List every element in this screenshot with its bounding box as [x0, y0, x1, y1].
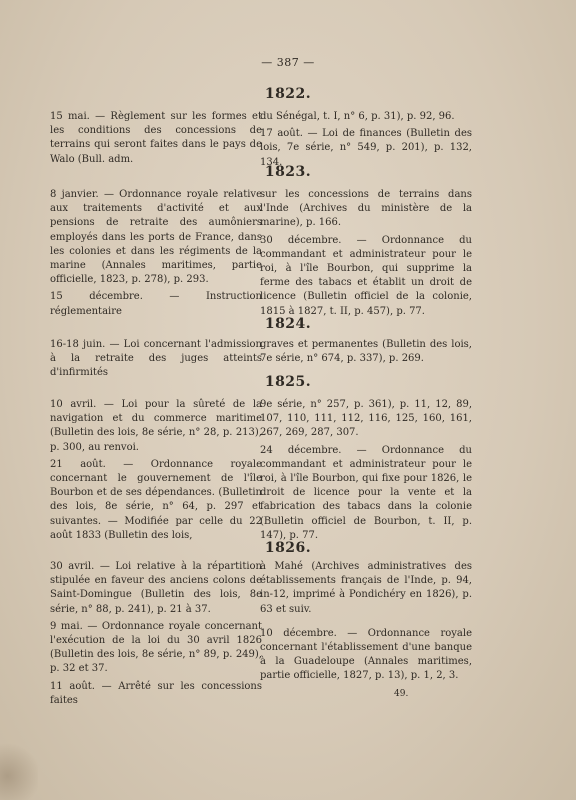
year-heading-1822: 1822.	[264, 86, 312, 102]
entry: 9 mai. — Ordonnance royale concernant l'exécution de la loi du 30 avril 1826 (Bulletin des lois, 8e série, n° 89, p. 249), p. 32 et 37.	[50, 620, 262, 675]
column-left-1823	[50, 188, 262, 322]
year-heading-1823: 1823.	[264, 164, 312, 180]
entry: 30 décembre. — Ordonnance du commandant et administrateur pour le roi, à l'île Bourbon, qui supprime la ferme des tabacs et établit un droit de licence (Bulletin officiel de la colonie, 1815 à 1827, t. II, p. 457), p. 77.	[260, 234, 472, 317]
signature-mark: 49.	[394, 689, 409, 699]
entry: 16-18 juin. — Loi concernant l'admission à la retraite des juges atteints d'infirmités	[50, 339, 262, 379]
year-heading-1824: 1824.	[264, 316, 312, 332]
entry: 17 août. — Loi de finances (Bulletin des lois, 7e série, n° 549, p. 201), p. 132, 134.	[260, 128, 472, 168]
entry: 15 mai. — Règlement sur les formes et les conditions des concessions de terrains qui seront faites dans le pays de Walo (Bull. adm.	[50, 111, 262, 165]
column-right-1826	[260, 560, 472, 687]
entry-continuation: sur les concessions de terrains dans l'Inde (Archives du ministère de la marine), p. 166.	[260, 189, 472, 229]
entry: 11 août. — Arrêté sur les concessions faites	[50, 680, 262, 706]
entry: 21 août. — Ordonnance royale concernant le gouvernement de l'île Bourbon et de ses dépendances. (Bulletin des lois, 8e série, n° 64, p. 297 et suivantes. — Modifiée par celle du 22 août 1833 (Bulletin des lois,	[50, 458, 262, 541]
column-right-1823	[260, 188, 472, 322]
entry: 30 avril. — Loi relative à la répartition stipulée en faveur des anciens colons de Saint-Domingue (Bulletin des lois, 8e série, n° 88, p. 241), p. 21 à 37.	[50, 561, 262, 615]
entry: 10 décembre. — Ordonnance royale concernant l'établissement d'une banque à la Guadeloupe (Annales maritimes, partie officielle, 1827, p. 13), p. 1, 2, 3.	[260, 627, 472, 682]
column-left-1825	[50, 398, 262, 546]
entry: 8 janvier. — Ordonnance royale relative aux traitements d'activité et aux pensions de retraite des aumôniers employés dans les ports de France, dans les colonies et dans les régiments de la marine (Annales maritimes, partie officielle, 1823, p. 278), p. 293.	[50, 189, 262, 286]
entry-continuation: graves et permanentes (Bulletin des lois, 7e série, n° 674, p. 337), p. 269.	[260, 339, 472, 365]
entry-continuation: 9e série, n° 257, p. 361), p. 11, 12, 89, 107, 110, 111, 112, 116, 125, 160, 161, 267, 269, 287, 307.	[260, 399, 472, 439]
entry-continuation: à Mahé (Archives administratives des établissements français de l'Inde, p. 94, in-12, imprimé à Pondichéry en 1826), p. 63 et suiv.	[260, 561, 472, 615]
year-heading-1825: 1825.	[264, 374, 312, 390]
entry: 24 décembre. — Ordonnance du commandant et administrateur pour le roi, à l'île Bourbon, qui fixe pour 1826, le droit de licence pour la vente et la fabrication des tabacs dans la colonie (Bulletin officiel de Bourbon, t. II, p. 147), p. 77.	[260, 444, 472, 541]
entry: 15 décembre. — Instruction réglementaire	[50, 291, 262, 317]
entry: 10 avril. — Loi pour la sûreté de la navigation et du commerce maritime (Bulletin des lois, 8e série, n° 28, p. 213), p. 300, au renvoi.	[50, 399, 262, 453]
column-left-1826	[50, 560, 262, 711]
column-right-1825	[260, 398, 472, 546]
column-left-1822	[50, 110, 262, 170]
column-right-1824	[260, 338, 472, 369]
paper-stain	[0, 740, 38, 800]
page-number: — 387 —	[261, 56, 315, 69]
year-heading-1826: 1826.	[264, 540, 312, 556]
entry-continuation: du Sénégal, t. I, n° 6, p. 31), p. 92, 96.	[260, 111, 455, 122]
